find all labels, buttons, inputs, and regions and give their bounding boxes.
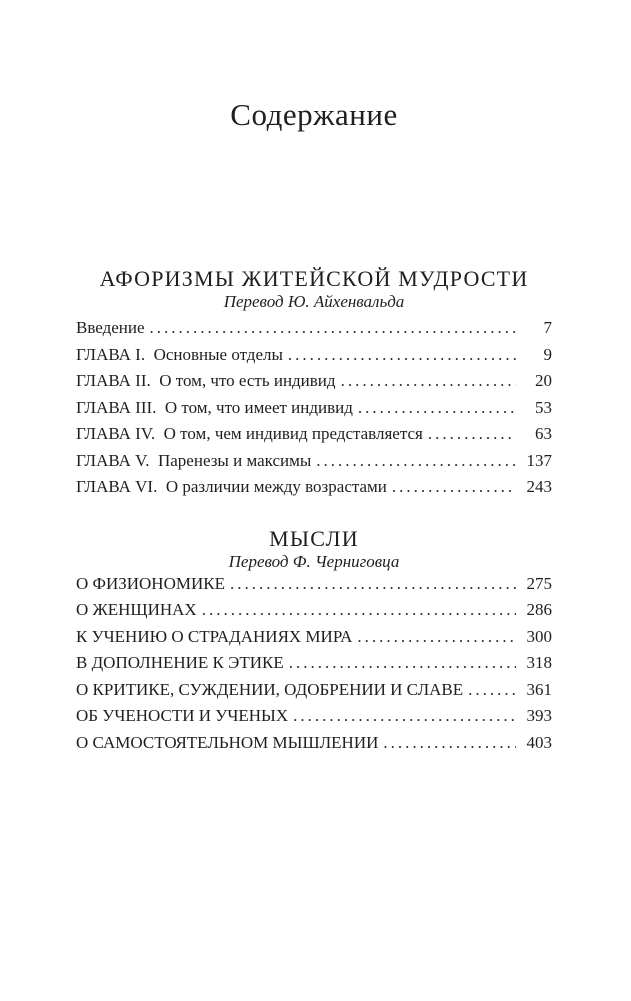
toc-entry-label: ГЛАВА I. Основные отделы [76, 344, 283, 364]
toc-entry [76, 650, 552, 677]
toc-entry [76, 448, 552, 475]
section-heading: АФОРИЗМЫ ЖИТЕЙСКОЙ МУДРОСТИ [99, 266, 529, 291]
dot-leader [357, 624, 516, 651]
section-heading: МЫСЛИ [269, 525, 359, 551]
dot-leader [383, 730, 516, 757]
dot-leader [289, 650, 516, 677]
toc-entry-page: 7 [543, 318, 552, 337]
toc-entry-page: 137 [526, 450, 552, 470]
toc-entry [76, 421, 552, 448]
toc-entry-label: ГЛАВА II. О том, что есть индивид [76, 371, 336, 390]
toc-entry-label: ОБ УЧЕНОСТИ И УЧЕНЫХ [76, 706, 289, 725]
toc-entry [76, 677, 552, 704]
toc-entry [76, 571, 552, 598]
section-thoughts [76, 526, 552, 757]
toc-entry-label: ГЛАВА V. Паренезы и максимы [76, 450, 312, 470]
toc-entry-page: 243 [526, 477, 552, 496]
toc-entry-label: О ФИЗИОНОМИКЕ [76, 573, 225, 593]
dot-leader [428, 421, 516, 448]
toc-entry-label: ГЛАВА IV. О том, чем индивид представляется [76, 424, 423, 443]
toc-entry-label: О ЖЕНЩИНАХ [76, 600, 197, 619]
toc-entry-page: 20 [535, 371, 552, 390]
toc-entry-page: 361 [526, 679, 552, 699]
toc-list [76, 315, 552, 501]
toc-entry-page: 318 [526, 653, 552, 672]
toc-entry [76, 597, 552, 624]
dot-leader [150, 315, 516, 342]
toc-entry [76, 395, 552, 422]
toc-entry [76, 624, 552, 651]
section-subtitle: Перевод Ю. Айхенвальда [223, 292, 405, 311]
toc-list [76, 571, 552, 757]
section-subtitle: Перевод Ф. Черниговца [228, 551, 400, 571]
dot-leader [202, 597, 516, 624]
dot-leader [392, 474, 516, 501]
toc-entry-label: ГЛАВА VI. О различии между возрастами [76, 477, 387, 496]
toc-entry-label: О КРИТИКЕ, СУЖДЕНИИ, ОДОБРЕНИИ И СЛАВЕ [76, 679, 464, 699]
dot-leader [293, 703, 516, 730]
toc-entry-page: 53 [535, 397, 552, 417]
toc-entry [76, 368, 552, 395]
page-title: Содержание [230, 97, 398, 132]
dot-leader [230, 571, 516, 598]
toc-entry-page: 403 [526, 732, 552, 752]
toc-entry-label: О САМОСТОЯТЕЛЬНОМ МЫШЛЕНИИ [76, 732, 379, 752]
toc-entry-page: 393 [526, 706, 552, 725]
toc-entry-page: 275 [526, 573, 552, 593]
toc-entry [76, 703, 552, 730]
toc-entry-label: В ДОПОЛНЕНИЕ К ЭТИКЕ [76, 653, 284, 672]
toc-entry-page: 63 [535, 424, 552, 443]
dot-leader [468, 677, 516, 704]
dot-leader [358, 395, 516, 422]
dot-leader [341, 368, 516, 395]
toc-entry [76, 315, 552, 342]
dot-leader [316, 448, 516, 475]
toc-entry-page: 300 [526, 626, 552, 646]
toc-entry-page: 286 [526, 600, 552, 619]
dot-leader [288, 342, 516, 369]
toc-entry-label: Введение [76, 318, 145, 337]
toc-entry-label: ГЛАВА III. О том, что имеет индивид [76, 397, 353, 417]
toc-entry [76, 342, 552, 369]
toc-entry [76, 474, 552, 501]
toc-entry-page: 9 [543, 344, 552, 364]
toc-entry-label: К УЧЕНИЮ О СТРАДАНИЯХ МИРА [76, 626, 353, 646]
toc-entry [76, 730, 552, 757]
section-aphorisms [76, 266, 552, 501]
